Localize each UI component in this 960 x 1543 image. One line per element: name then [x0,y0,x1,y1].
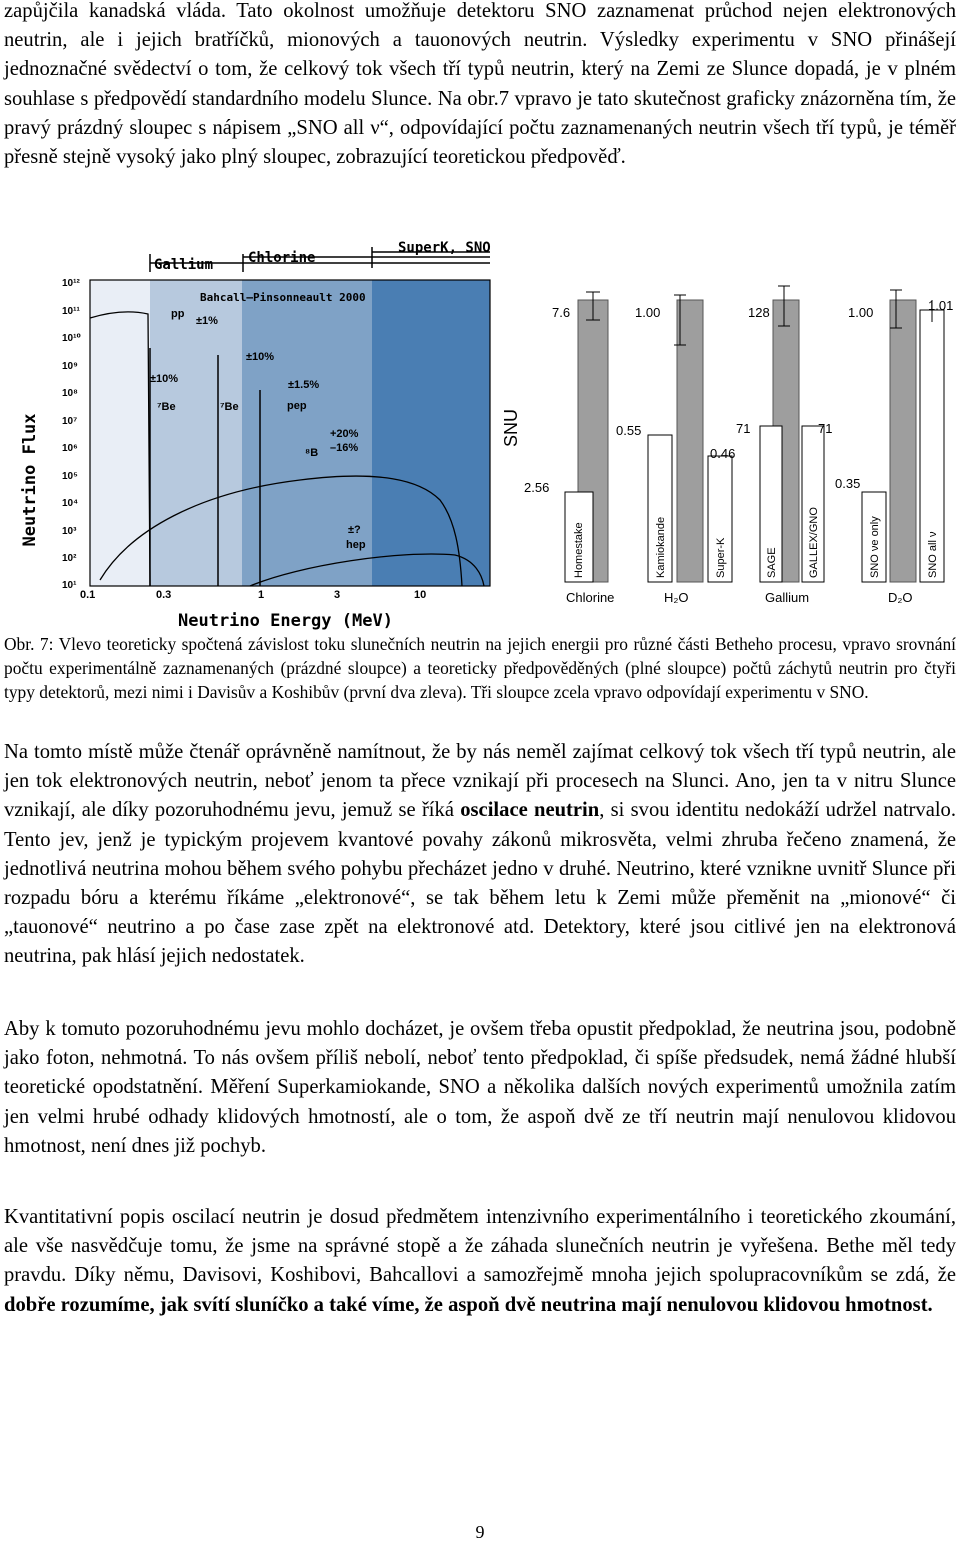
y-tick: 10¹¹ [62,306,80,317]
figure-caption: Obr. 7: Vlevo teoreticky spočtená závislost toku slunečních neutrin na jejich energii pro různé části Betheho procesu, vpravo srovnání počtu experimentálně zaznamenaných (prázdné sloupce) a teoreticky předpověděných (plné sloupce) počtů záchytů neutrin pro čtyři typy detektorů, mezi nimi i Davisův a Koshibův (první dva zleva). Tři sloupce zcela vpravo odpovídají experimentu v SNO. [4,634,956,703]
group-name: D₂O [888,590,913,605]
figure-7 [0,230,960,630]
pp-label: pp [171,308,185,320]
y-tick: 10¹⁰ [62,333,81,344]
paragraph-mass: Aby k tomuto pozoruhodnému jevu mohlo docházet, je ovšem třeba opustit předpoklad, že neutrina jsou, podobně jako foton, nehmotná. To nás ovšem příliš nebolí, neboť tento předpoklad, či spíše předsudek, nemá žádné hlubší teoretické opodstatnění. Měření Superkamiokande, SNO a několika dalších nových experimentů umožnila zatím jen velmi hrubé odhady klidových hmotností, ale o tom, že aspoň dvě ze tří neutrin mají nenulovou klidovou hmotnost, není dnes již pochyb. [4,1018,956,1157]
bar-measured-value: 71 [818,421,833,436]
be7-right-label: ⁷Be [220,401,239,413]
pep-error-top: ±10% [246,351,275,363]
snu-axis-label: SNU [501,408,521,448]
x-tick: 3 [334,589,341,601]
bold-conclusion: dobře rozumíme, jak svítí sluníčko a také víme, že aspoň dvě neutrina mají nenulovou klidovou hmotnost. [4,1293,933,1316]
b8-label: ⁸B [305,447,319,459]
superk-sno-label: SuperK, SNO [398,240,491,256]
y-axis-label: Neutrino Flux [20,413,40,547]
bar-theory-value: 1.00 [848,305,874,320]
bar-measured-value: 0.35 [835,476,861,491]
chlorine-label: Chlorine [248,250,316,266]
paragraph-text: , si svou identitu nedokáží udržel natrvalo. Tento jev, jenž je typickým projevem kvantové povahy zákonů mikrosvěta, velmi zhruba řečeno znamená, že jednotlivá neutrina mohou během svého pohybu přecházet jedno v druhé. Neutrino, které vznikne uvnitř Slunce při rozpadu bóru a kterému říkáme „elektronové“, se tak během letu k Zemi může přeměnit na „mionové“ či „tauonové“ neutrino a po čase zase zpět na elektronové atd. Detektory, které jsou citlivé jen na elektronová neutrina, pak hlásí jejich nedostatek. [4,799,957,968]
hep-label: hep [346,539,366,551]
y-tick: 10³ [62,526,77,537]
paragraph-conclusion [4,1203,956,1320]
bar-measured-value: 0.55 [616,423,642,438]
y-tick: 10⁴ [62,498,79,509]
bar-label: SNO νe only [869,516,881,578]
bar-label: SNO all ν [927,531,939,578]
b8-error-plus: +20% [330,428,359,440]
y-tick: 10¹ [62,580,77,591]
pep-label: pep [287,400,307,412]
group-name: Gallium [765,590,810,605]
y-tick: 10⁷ [62,416,78,427]
group-name: H₂O [664,590,689,605]
bar-label: GALLEX/GNO [808,507,820,578]
paragraph-oscillation [4,738,956,972]
x-tick: 10 [414,589,427,601]
x-axis-label: Neutrino Energy (MeV) [178,611,393,630]
be7-left-error: ±10% [150,373,179,385]
bar-label: Kamiokande [655,516,667,578]
paragraph-text: Na tomto místě může čtenář oprávněně namítnout, že by nás neměl zajímat celkový tok všech tří typů neutrin, ale jen tok elektronových neutrin, neboť jenom ta přece vznikají při procesech na Slunci. Ano, jen ta v nitru Slunce vznikají, ale díky pozoruhodnému jevu, jemuž se říká [4,741,956,822]
bar-theory-value: 7.6 [552,305,571,320]
group-name: Chlorine [566,590,615,605]
neutrino-flux-chart [20,240,491,630]
y-tick: 10¹² [62,278,80,289]
page-number: 9 [475,1522,485,1542]
theory-bar [677,300,703,582]
b8-error-minus: –16% [330,442,359,454]
y-tick: 10² [62,553,77,564]
bar-measured-value: 1.01 [928,298,954,313]
y-tick: 10⁵ [62,471,78,482]
pp-error: ±1% [196,315,218,327]
y-ticks [62,278,81,591]
be7-left-label: ⁷Be [157,401,176,413]
x-tick: 0.3 [156,589,172,601]
bar-label: SAGE [766,547,778,578]
theory-bar [890,300,916,582]
model-label: Bahcall–Pinsonneault 2000 [200,291,366,304]
bold-term: oscilace neutrin [460,799,600,822]
bar-measured-value: 2.56 [524,480,550,495]
bar-theory-value: 128 [748,305,770,320]
y-tick: 10⁹ [62,361,78,372]
bar-theory-value: 1.00 [635,305,661,320]
y-tick: 10⁸ [62,388,78,399]
snu-bar-chart [501,286,953,605]
y-tick: 10⁶ [62,443,78,454]
gallium-label: Gallium [154,257,214,273]
hep-error: ±? [348,524,361,536]
bar-measured-value: 71 [736,421,751,436]
x-tick: 1 [258,589,265,601]
x-tick: 0.1 [80,589,96,601]
bar-measured-value: 0.46 [710,446,736,461]
paragraph-text: Kvantitativní popis oscilací neutrin je dosud předmětem intenzivního experimentálního i teoretického zkoumání, ale vše nasvědčuje tomu, že jsme na správné stopě a že záhada slunečních neutrin je vyřešena. Bethe měl tedy pravdu. Díky němu, Davisovi, Koshibovi, Bahcallovi a samozřejmě mnoha jejich spolupracovníkům se zdá, že [4,1206,956,1287]
x-ticks [80,589,426,601]
intro-paragraph: zapůjčila kanadská vláda. Tato okolnost umožňuje detektoru SNO zaznamenat průchod nejen elektronových neutrin, ale i jejich bratříčků, mionových a tauonových neutrin. Výsledky experimentu v SNO přinášejí jednoznačné svědectví o tom, že celkový tok všech tří typů neutrin, který na Zemi ze Slunce dopadá, je v plném souhlase s předpovědí standardního modelu Slunce. Na obr.7 vpravo je tato skutečnost graficky znázorněna tím, že pravý prázdný sloupec s nápisem „SNO all ν“, odpovídající počtu zaznamenaných neutrin všech tří typů, je téměř přesně stejně vysoký jako plný sloupec, zobrazující teoretickou předpověď. [4,0,956,169]
bar-label: Homestake [573,522,585,578]
bar-label: Super-K [715,537,727,578]
pep-error: ±1.5% [288,379,320,391]
